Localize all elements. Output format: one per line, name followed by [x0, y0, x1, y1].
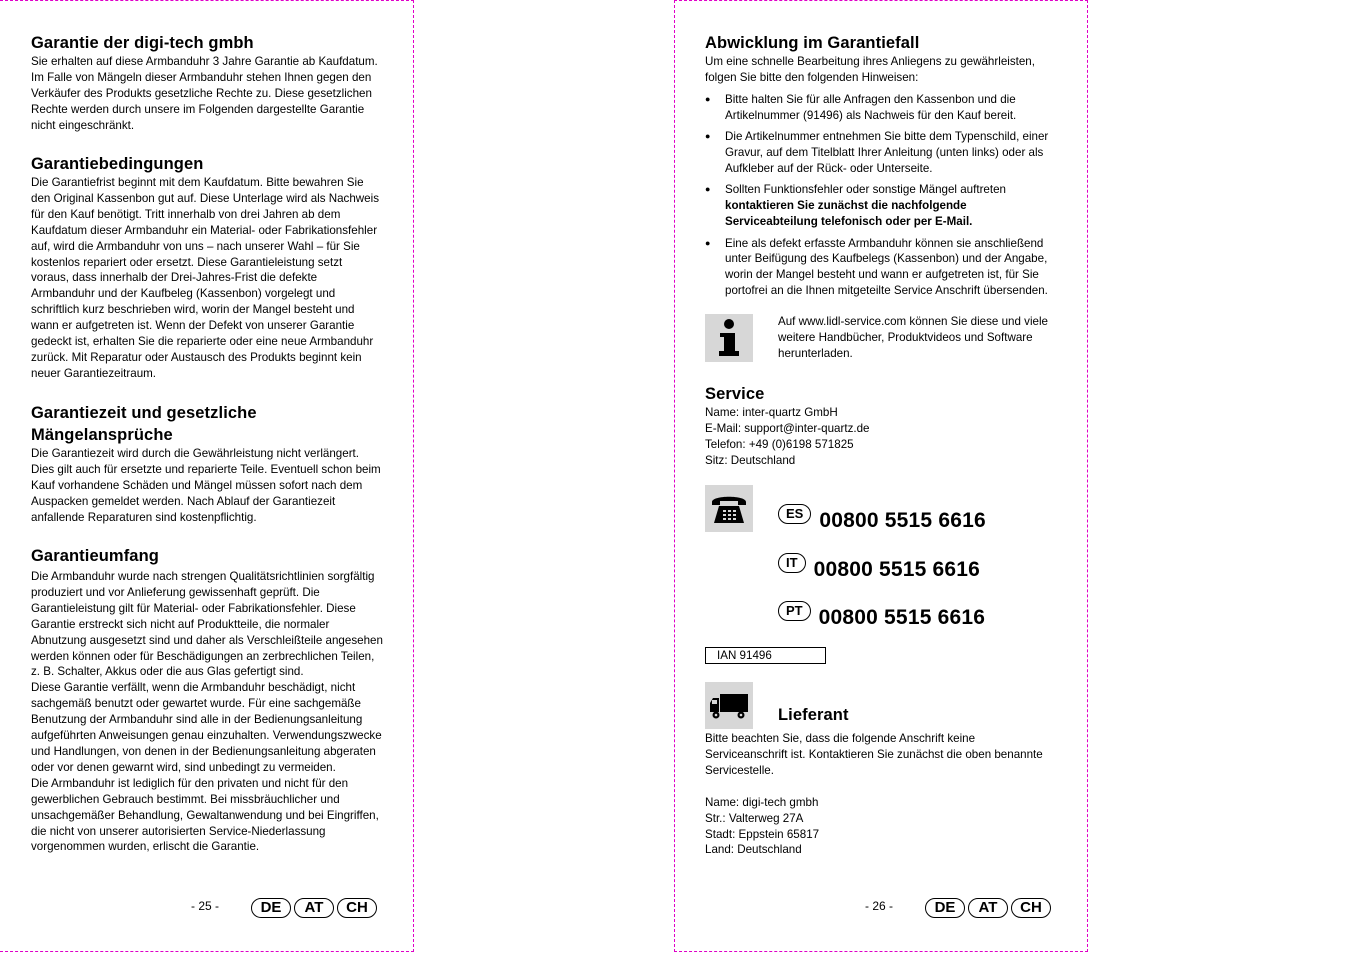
section-title: Garantiebedingungen: [31, 155, 204, 173]
section-title: Garantiezeit und gesetzliche Mängelansprüche: [31, 404, 257, 444]
list-item: ● Bitte halten Sie für alle Anfragen den Kassenbon und die Artikelnummer (91496) als Nachweis für den Kauf bereit.: [705, 92, 1055, 124]
section-garantiezeit-text: [31, 446, 383, 526]
supplier-text: Bitte beachten Sie, dass die folgende Anschrift keine Serviceanschrift ist. Kontaktieren Sie zunächst die oben benannte Servicestelle.: [705, 732, 1043, 777]
country-badges: [248, 898, 377, 918]
section-supplier: [705, 731, 1055, 858]
list-item: ● Eine als defekt erfasste Armbanduhr können sie anschließend unter Beifügung des Kaufbelegs (Kassenbon) und der Angabe, worin der Mangel besteht und wann er aufgetreten ist, für Sie portofrei an die Ihnen mitgeteilte Service Anschrift übersenden.: [705, 236, 1055, 300]
section-text: Die Garantiefrist beginnt mit dem Kaufdatum. Bitte bewahren Sie den Original Kassenbon gut auf. Diese Unterlage wird als Nachweis für den Kauf benötigt. Tritt innerhalb von drei Jahren ab dem Kaufdatum dieser Armbanduhr ein Material- oder Fabrikationsfehler auf, wird die Armbanduhr von uns – nach unserer Wahl – für Sie kostenlos repariert oder ersetzt. Diese Garantieleistung setzt voraus, dass innerhalb der Drei-Jahres-Frist die defekte Armbanduhr und der Kaufbeleg (Kassenbon) vorgelegt und schriftlich kurz beschrieben wird, worin der Mangel besteht und wann er aufgetreten ist. Wenn der Defekt von unserer Garantie gedeckt ist, erhalten Sie die reparierte oder eine neue Armbanduhr zurück. Mit Reparatur oder Austausch des Produkts beginnt kein neuer Garantiezeitraum.: [31, 176, 379, 380]
section-text: Die Armbanduhr wurde nach strengen Qualitätsrichtlinien sorgfältig produziert und vor Anlieferung gewissenhaft geprüft. Die Garantieleistung gilt für Material- oder Fabrikationsfehler. Diese Garantie erstreckt sich nicht auf Produktteile, die normaler Abnutzung ausgesetzt sind und daher als Verschleißteile angesehen werden können oder für Beschädigungen an zerbrechlichen Teilen, z. B. Schalter, Akkus oder die aus Glas gefertigt sind.: [31, 570, 383, 679]
section-abwicklung: [705, 32, 1055, 305]
phone-number: 00800 5515 6616: [813, 558, 981, 581]
supplier-line: Name: digi-tech gmbh: [705, 795, 819, 809]
section-text: Sie erhalten auf diese Armbanduhr 3 Jahre Garantie ab Kaufdatum. Im Falle von Mängeln dieser Armbanduhr stehen Ihnen gegen den Verkäufer des Produkts gesetzliche Rechte zu. Diese gesetzlichen Rechte werden durch unsere im Folgenden dargestellte Garantie nicht eingeschränkt.: [31, 55, 378, 132]
service-line: E-Mail: support@inter-quartz.de: [705, 421, 870, 435]
section-title: Garantie der digi-tech gmbh: [31, 34, 254, 52]
section-title: Abwicklung im Garantiefall: [705, 34, 920, 52]
section-garantiebedingungen: [31, 153, 383, 382]
list-item: ● Die Artikelnummer entnehmen Sie bitte dem Typenschild, einer Gravur, auf dem Titelblatt Ihrer Anleitung (unten links) oder als Aufkleber auf der Rück- oder Unterseite.: [705, 129, 1055, 177]
phone-row-it: [778, 544, 980, 582]
supplier-line: Str.: Valterweg 27A: [705, 811, 804, 825]
telephone-icon: [705, 485, 753, 532]
supplier-line: Stadt: Eppstein 65817: [705, 827, 820, 841]
service-line: Name: inter-quartz GmbH: [705, 406, 838, 419]
section-title: Garantieumfang: [31, 547, 159, 565]
country-badge: CH: [337, 898, 377, 918]
page-number: - 25 -: [191, 899, 220, 913]
supplier-line: Land: Deutschland: [705, 843, 802, 857]
section-service: [705, 383, 1055, 469]
country-badge: AT: [968, 898, 1008, 918]
country-badge: DE: [251, 898, 291, 918]
supplier-title: Lieferant: [778, 706, 849, 724]
service-line: Sitz: Deutschland: [705, 453, 796, 467]
section-title: Service: [705, 385, 765, 403]
info-text: Auf www.lidl-service.com können Sie diese und viele weitere Handbücher, Produktvideos und Software herunterladen.: [778, 315, 1049, 360]
truck-icon: [705, 682, 753, 729]
country-badge: CH: [1011, 898, 1051, 918]
country-badge: ES: [778, 504, 811, 524]
info-icon: [705, 314, 753, 362]
country-badge: DE: [925, 898, 965, 918]
instruction-list: [705, 92, 1055, 299]
phone-number: 00800 5515 6616: [819, 509, 986, 532]
section-garantiezeit: [31, 402, 331, 446]
phone-row-es: [778, 495, 986, 533]
country-badge: IT: [778, 553, 806, 573]
section-garantieumfang: [31, 545, 383, 855]
section-garantie: [31, 32, 383, 134]
service-line: Telefon: +49 (0)6198 571825: [705, 437, 854, 451]
country-badge: AT: [294, 898, 334, 918]
ian-label: IAN 91496: [705, 647, 826, 664]
section-text: Die Armbanduhr ist lediglich für den privaten und nicht für den gewerblichen Gebrauch bestimmt. Bei missbräuchlicher und unsachgemäßer Behandlung, Gewaltanwendung und bei Eingriffen, die nicht von unserer autorisierten Service-Niederlassung vorgenommen wurden, erlischt die Garantie.: [31, 776, 379, 854]
country-badges: [922, 898, 1051, 918]
section-text: Die Garantiezeit wird durch die Gewährleistung nicht verlängert. Dies gilt auch für ersetzte und reparierte Teile. Eventuell schon beim Kauf vorhandene Schäden und Mängel müssen sofort nach dem Auspacken gemeldet werden. Nach Ablauf der Garantiezeit anfallende Reparaturen sind kostenpflichtig.: [31, 447, 381, 524]
list-item: [705, 182, 1055, 230]
country-badge: PT: [778, 601, 811, 621]
list-item-bold-text: kontaktieren Sie zunächst die nachfolgende Serviceabteilung telefonisch oder per E-Mail.: [725, 199, 973, 229]
section-intro: Um eine schnelle Bearbeitung ihres Anliegens zu gewährleisten, folgen Sie bitte den folgenden Hinweisen:: [705, 55, 1035, 84]
page-number: - 26 -: [865, 899, 894, 913]
list-item-text: Sollten Funktionsfehler oder sonstige Mängel auftreten: [725, 183, 1006, 197]
phone-number: 00800 5515 6616: [818, 606, 986, 629]
phone-row-pt: [778, 592, 985, 630]
section-text: Diese Garantie verfällt, wenn die Armbanduhr beschädigt, nicht sachgemäß benutzt oder gewartet wurde. Für eine sachgemäße Benutzung der Armbanduhr sind alle in der Bedienungsanleitung aufgeführten Anweisungen genau einzuhalten. Verwendungszwecke und Handlungen, von denen in der Bedienungsanleitung abgeraten oder vor denen gewarnt wird, sind unbedingt zu vermeiden.: [31, 681, 382, 774]
